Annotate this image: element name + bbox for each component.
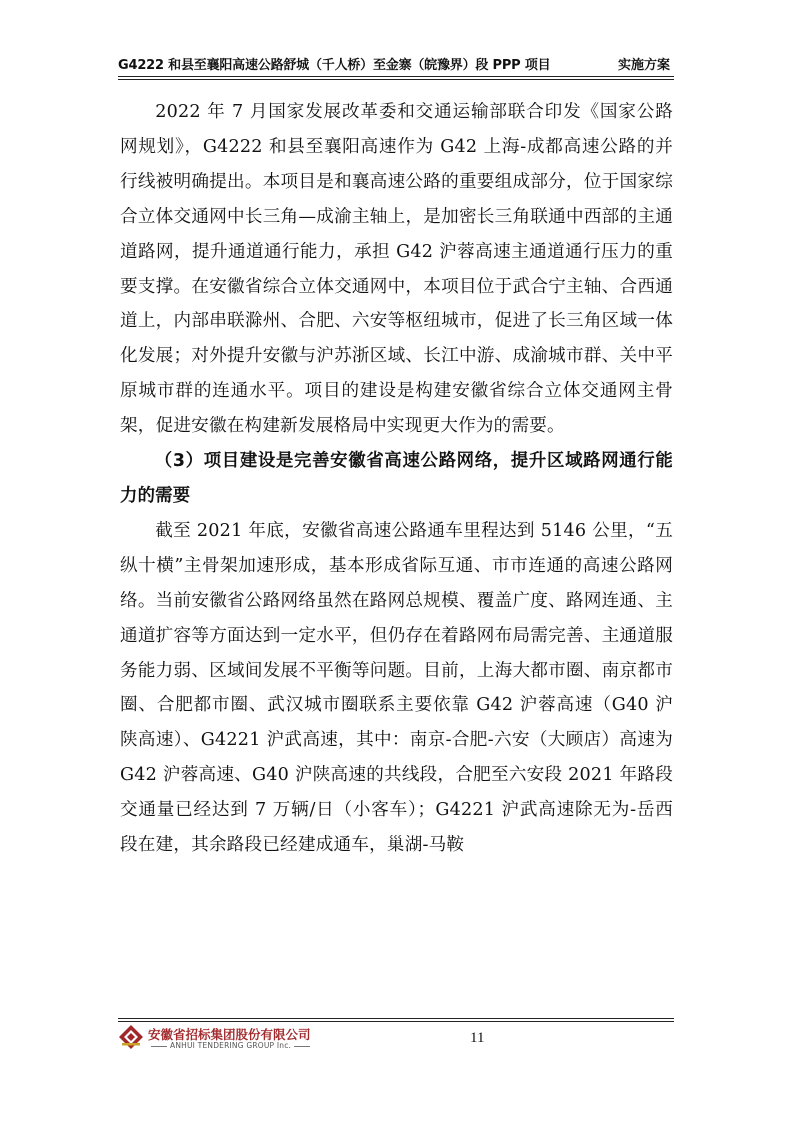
page-body <box>120 95 673 863</box>
header-rule-thick <box>118 76 674 77</box>
footer-rule-thin <box>118 1018 674 1019</box>
page-header <box>118 50 674 76</box>
page-number: 11 <box>470 1030 485 1046</box>
footer-rule-thick <box>118 1021 674 1022</box>
document-title: G4222 和县至襄阳高速公路舒城（千人桥）至金寨（皖豫界）段 PPP 项目 <box>118 58 551 73</box>
company-name-cn: 安徽省招标集团股份有限公司 <box>148 1027 311 1042</box>
section-heading: （3）项目建设是完善安徽省高速公路网络，提升区域路网通行能力的需要 <box>120 451 673 506</box>
company-name-en-line <box>148 1041 313 1050</box>
header-rule-thin <box>118 79 674 80</box>
section-label: 实施方案 <box>617 58 670 73</box>
company-logo <box>118 1024 348 1052</box>
paragraph-anhui-network: 截至 2021 年底，安徽省高速公路通车里程达到 5146 公里，“五纵十横”主骨架加速形成，基本形成省际互通、市市连通的高速公路网络。当前安徽省公路网络虽然在路网总规模、覆盖广度、路网连通、主通道扩容等方面达到一定水平，但仍存在着路网布局需完善、主通道服务能力弱、区域间发展不平衡等问题。目前，上海大都市圈、南京都市圈、合肥都市圈、武汉城市圈联系主要依靠 G42 沪蓉高速（G40 沪陕高速）、G4221 沪武高速，其中：南京-合肥-六安（大顾店）高速为 G42 沪蓉高速、G40 沪陕高速的共线段，合肥至六安段 2021 年路段交通量已经达到 7 万辆/日（小客车）；G4221 沪武高速除无为-岳西段在建，其余路段已经建成通车，巢湖-马鞍 <box>120 520 673 856</box>
diamond-logo-icon <box>118 1024 144 1050</box>
paragraph-national-plan: 2022 年 7 月国家发展改革委和交通运输部联合印发《国家公路网规划》，G4222 和县至襄阳高速作为 G42 上海-成都高速公路的并行线被明确提出。本项目是和襄高速公路的重要组成部分，位于国家综合立体交通网中长三角—成渝主轴上，是加密长三角联通中西部的主通道路网，提升通道通行能力，承担 G42 沪蓉高速主通道通行压力的重要支撑。在安徽省综合立体交通网中，本项目位于武合宁主轴、合西通道上，内部串联滁州、合肥、六安等枢纽城市，促进了长三角区域一体化发展；对外提升安徽与沪苏浙区域、长江中游、成渝城市群、关中平原城市群的连通水平。项目的建设是构建安徽省综合立体交通网主骨架，促进安徽在构建新发展格局中实现更大作为的需要。 <box>120 102 673 437</box>
company-name-en: ANHUI TENDERING GROUP Inc. <box>170 1041 292 1050</box>
